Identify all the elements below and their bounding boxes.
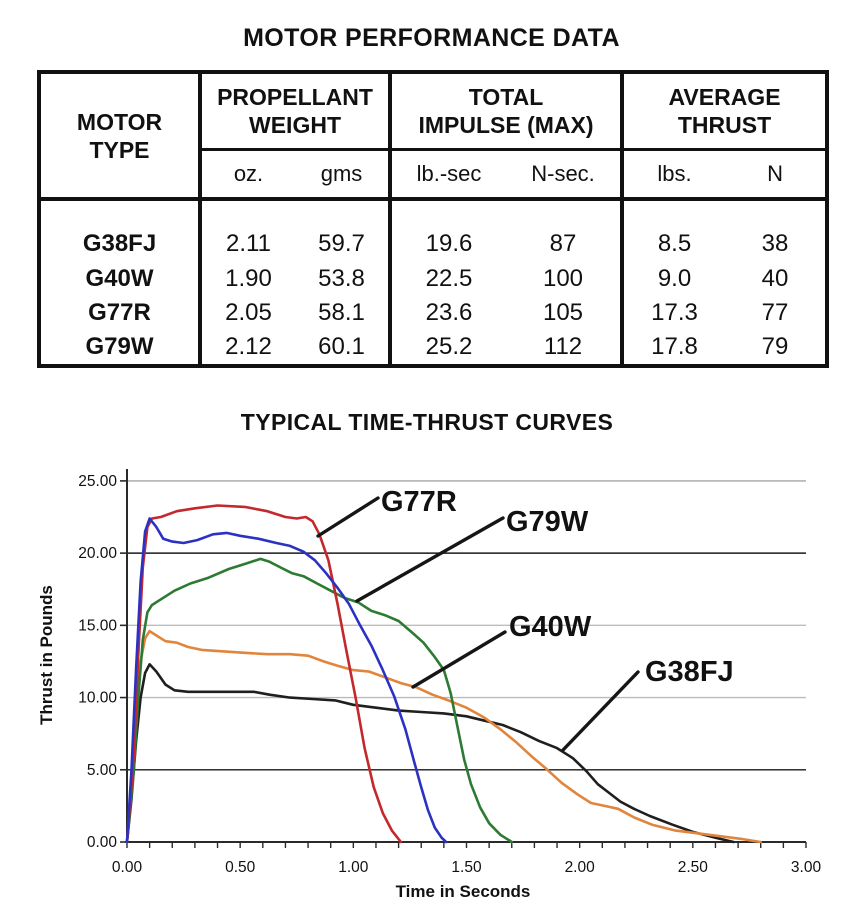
value-nsec: 87 [506,199,622,262]
y-tick-label: 20.00 [78,545,117,563]
value-nsec: 112 [506,330,622,366]
pointer-line-g40w [413,632,505,687]
motor-name: G79W [39,330,200,366]
value-gms: 58.1 [295,296,390,330]
value-lbs: 8.5 [657,230,692,258]
value-gms: 60.1 [295,330,390,366]
value-nsec: 100 [506,262,622,296]
y-tick-label: 15.00 [78,617,117,635]
y-tick-label: 0.00 [86,834,117,851]
value-lbsec: 19.6 [425,230,473,258]
value-oz: 1.90 [225,264,272,292]
unit-lbs: lbs. [622,150,725,200]
value-n: 77 [761,298,789,326]
propellant-line2: WEIGHT [249,112,341,138]
value-n: 79 [761,332,789,360]
x-tick-label: 1.00 [338,859,369,876]
value-nsec: 105 [506,296,622,330]
x-axis-title: Time in Seconds [395,882,531,901]
y-tick-label: 25.00 [78,472,117,490]
x-tick-label: 0.50 [225,859,256,876]
y-axis-title: Thrust in Pounds [37,585,56,725]
propellant-line1: PROPELLANT [217,84,373,110]
motor-name: G40W [39,262,200,296]
motor-name: G38FJ [39,199,200,262]
pointer-line-g38fj [563,672,638,750]
value-n: 40 [761,264,789,292]
motor-name: G77R [39,296,200,330]
x-tick-label: 3.00 [790,859,822,876]
thrust-line2: THRUST [677,112,772,138]
value-n: 38 [761,230,789,258]
x-tick-label: 1.50 [451,859,482,876]
unit-n: N [725,150,827,200]
pointer-line-g79w [357,518,503,601]
curve-unlabeled-blue [127,519,446,843]
unit-nsec: N-sec. [506,150,622,200]
impulse-line2: IMPULSE (MAX) [418,112,594,138]
curve-label-g79w: G79W [506,506,589,538]
curve-G77R [127,506,401,843]
curve-label-g38fj: G38FJ [645,656,734,688]
motor-type-line2: TYPE [89,136,150,163]
value-lbsec: 25.2 [425,332,473,360]
unit-oz: oz. [200,150,295,200]
page-title: MOTOR PERFORMANCE DATA [243,24,620,52]
y-tick-label: 5.00 [86,761,117,779]
unit-gms: gms [295,150,390,200]
unit-lbsec: lb.-sec [390,150,506,200]
value-lbs: 17.8 [651,332,698,360]
value-oz: 2.11 [226,230,271,258]
x-tick-label: 2.50 [677,859,708,876]
value-oz: 2.12 [225,332,272,360]
value-lbsec: 22.5 [425,264,473,292]
value-gms: 53.8 [295,262,390,296]
value-lbsec: 23.6 [425,298,473,326]
pointer-line-g77r [318,498,378,536]
impulse-line1: TOTAL [468,84,544,110]
x-tick-label: 2.00 [564,859,595,876]
value-gms: 59.7 [295,199,390,262]
motor-type-line1: MOTOR [76,108,163,135]
y-tick-label: 10.00 [78,689,117,707]
value-oz: 2.05 [225,298,272,326]
chart-title: TYPICAL TIME-THRUST CURVES [240,409,614,435]
curve-label-g40w: G40W [509,611,592,643]
value-lbs: 17.3 [651,298,698,326]
x-tick-label: 0.00 [111,859,143,876]
value-lbs: 9.0 [657,264,692,292]
curve-label-g77r: G77R [381,486,457,518]
thrust-line1: AVERAGE [668,84,781,110]
